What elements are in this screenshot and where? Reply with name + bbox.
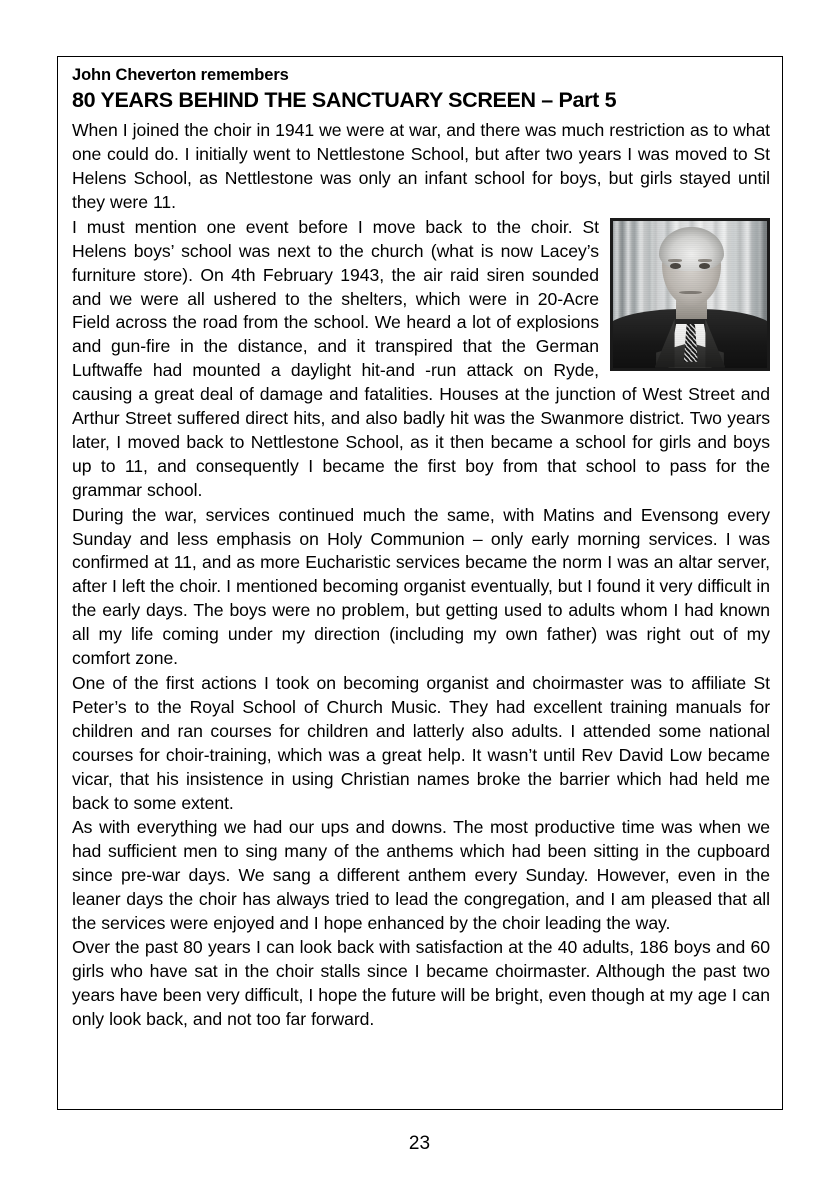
page-number: 23 xyxy=(408,1133,431,1154)
article-frame xyxy=(57,56,783,1110)
photo-halftone-grain xyxy=(613,221,767,368)
article-headline: 80 YEARS BEHIND THE SANCTUARY SCREEN – Part 5 xyxy=(72,88,617,113)
article-paragraph-2: I must mention one event before I move back to the choir. St Helens boys’ school was next to the church (what is now Lacey’s furniture store). On 4th February 1943, the air raid siren sounded and we were all ushered to the shelters, which were in 20-Acre Field across the road from the school. We heard a lot of explosions and gun-fire in the distance, and it transpired that the German Luftwaffe had mounted a daylight hit-and -run attack on Ryde, causing a great deal of damage and fatalities. Houses at the junction of West Street and Arthur Street suffered direct hits, and also badly hit was the Swanmore district. Two years later, I moved back to Nettlestone School, as it then became a school for girls and boys up to 11, and consequently I became the first boy from that school to pass for the grammar school. xyxy=(72,216,770,501)
article-paragraph-6: Over the past 80 years I can look back with satisfaction at the 40 adults, 186 boys and 60 girls who have sat in the choir stalls since I became choirmaster. Although the past two years have been very difficult, I hope the future will be bright, even though at my age I can only look back, and not too far forward. xyxy=(72,937,770,1030)
article-paragraph-4: One of the first actions I took on becoming organist and choirmaster was to affiliate St Peter’s to the Royal School of Church Music. They had excellent training manuals for children and ran courses for children and latterly also adults. I attended some national courses for choir-training, which was a great help. It wasn’t until Rev David Low became vicar, that his insistence in using Christian names broke the barrier which had held me back to some extent. xyxy=(72,672,770,813)
portrait-photo-figure xyxy=(610,218,770,371)
article-paragraph-3: During the war, services continued much the same, with Matins and Evensong every Sunday and less emphasis on Holy Communion – only early morning services. I was confirmed at 11, and as more Eucharistic services became the norm I was an altar server, after I left the choir. I mentioned becoming organist eventually, but I found it very difficult in the early days. The boys were no problem, but getting used to adults whom I had known all my life coming under my direction (including my own father) was right out of my comfort zone. xyxy=(72,504,770,669)
article-paragraph-5: As with everything we had our ups and downs. The most productive time was when we had sufficient men to sing many of the anthems which had been sitting in the cupboard since pre-war days. We sang a different anthem every Sunday. However, even in the leaner days the choir has always tried to lead the congregation, and I am pleased that all the services were enjoyed and I hope enhanced by the choir leading the way. xyxy=(72,816,770,933)
article-body xyxy=(72,65,770,1032)
article-paragraph-1: When I joined the choir in 1941 we were at war, and there was much restriction as to what one could do. I initially went to Nettlestone School, but after two years I was moved to St Helens School, as Nettlestone was only an infant school for boys, but girls stayed until they were 11. xyxy=(72,120,770,213)
portrait-photo-image xyxy=(613,221,767,368)
article-byline: John Cheverton remembers xyxy=(72,66,289,84)
